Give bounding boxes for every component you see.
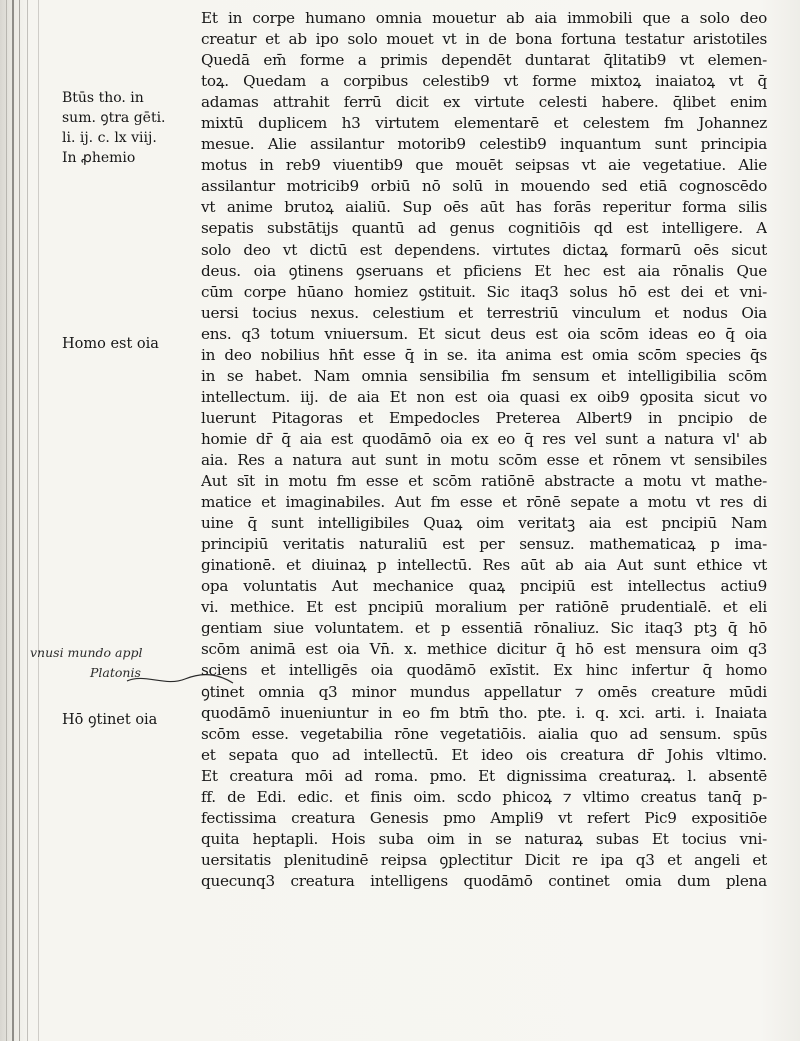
- text-line: in deo nobilius hn̄t esse q̄ in se. ita anima est omia scōm species q̄s: [201, 345, 767, 364]
- text-line: ginationē. et diuinaꝝ p intellectū. Res aūt ab aia Aut sunt ethice vt: [201, 556, 767, 575]
- text-line: sciens et intelligēs oia quodāmō exīstit. Ex hinc infertur q̄ homo: [201, 661, 767, 680]
- text-line: mesue. Alie assilantur motorib9 celestib9 inquantum sunt principia: [201, 135, 767, 154]
- text-line: quodāmō inueniuntur in eo fm btm̄ tho. pte. i. q. xci. arti. i. Inaiata: [201, 703, 767, 722]
- text-line: in se habet. Nam omnia sensibilia fm sensum et intelligibilia scōm: [201, 366, 767, 385]
- margin-note-line: In ꝓhemio: [62, 150, 136, 166]
- text-line: matice et imaginabiles. Aut fm esse et rōnē sepate a motu vt res di: [201, 493, 767, 512]
- text-line: scōm animā est oia Vn̄. x. methice dicitur q̄ hō est mensura oim q3: [201, 640, 767, 659]
- text-line: creatur et ab ipo solo mouet vt in de bona fortuna testatur aristotiles: [201, 30, 767, 49]
- text-line: motus in reb9 viuentib9 que mouēt seipsas vt aie vegetatiue. Alie: [201, 156, 767, 175]
- text-line: aia. Res a natura aut sunt in motu scōm esse et rōnem vt sensibiles: [201, 450, 767, 469]
- margin-note-line: sum. ꝯtra gēti.: [62, 110, 166, 126]
- text-line: vi. methice. Et est pncipiū moralium per ratiōnē prudentialē. et eli: [201, 598, 767, 617]
- text-line: opa voluntatis Aut mechanice quaꝝ pncipiū est intellectus actiu9: [201, 577, 767, 596]
- text-line: uine q̄ sunt intelligibiles Quaꝝ oim veritatꝫ aia est pncipiū Nam: [201, 514, 767, 533]
- text-line: intellectum. iij. de aia Et non est oia quasi ex oib9 ꝯposita sicut vo: [201, 387, 767, 406]
- handwritten-line: Platonis: [90, 665, 141, 680]
- handwritten-annotation: [30, 645, 200, 690]
- text-line: ꝯtinet omnia q3 minor mundus appellatur ⁊ omēs creature mūdi: [201, 682, 767, 701]
- text-line: deus. oia ꝯtinens ꝯseruans et pficiens Et hec est aia rōnalis Que: [201, 261, 767, 280]
- text-line: fectissima creatura Genesis pmo Ampli9 vt refert Pic9 expositiōe: [201, 808, 767, 827]
- text-line: ens. q3 totum vniuersum. Et sicut deus est oia scōm ideas eo q̄ oia: [201, 324, 767, 343]
- text-line: scōm esse. vegetabilia rōne vegetatiōis. aialia quo ad sensum. spūs: [201, 724, 767, 743]
- text-line: solo deo vt dictū est dependens. virtutes dictaꝝ formarū oēs sicut: [201, 240, 767, 259]
- text-line: quita heptapli. Hois suba oim in se naturaꝝ subas Et tocius vni-: [201, 829, 767, 848]
- margin-note-line: Btūs tho. in: [62, 90, 144, 106]
- margin-note-thomas: [62, 88, 192, 168]
- handwritten-line: vnusi mundo appl: [30, 645, 143, 660]
- text-line: luerunt Pitagoras et Empedocles Preterea Albert9 in pncipio de: [201, 408, 767, 427]
- text-line: Et creatura mōi ad roma. pmo. Et dignissima creaturaꝝ. l. absentē: [201, 766, 767, 785]
- text-line: uersitatis plenitudinē reipsa ꝯplectitur Dicit re ipa q3 et angeli et: [201, 850, 767, 869]
- text-line: cūm corpe hūano homiez ꝯstituit. Sic itaq3 solus hō est dei et vni-: [201, 282, 767, 301]
- text-line: vt anime brutoꝝ aialiū. Sup oēs aūt has forās reperitur forma silis: [201, 198, 767, 217]
- margin-note-line: li. ij. c. lx viij.: [62, 130, 157, 146]
- margin-note-line: Homo est oia: [62, 336, 159, 352]
- gutter-line: [38, 0, 39, 1041]
- text-line: homie dr̄ q̄ aia est quodāmō oia ex eo q̄ res vel sunt a natura vl' ab: [201, 429, 767, 448]
- gutter-line: [27, 0, 28, 1041]
- text-line: Et in corpe humano omnia mouetur ab aia immobili que a solo deo: [201, 9, 767, 27]
- margin-note-continet: [62, 710, 192, 730]
- margin-note-homo: [62, 334, 192, 354]
- text-line: ff. de Edi. edic. et finis oim. scdo phicoꝝ ⁊ vltimo creatus tanq̄ p-: [201, 787, 767, 806]
- text-line: adamas attrahit ferrū dicit ex virtute celesti habere. q̄libet enim: [201, 93, 767, 112]
- text-line: Aut sīt in motu fm esse et scōm ratiōnē abstracte a motu vt mathe-: [201, 472, 767, 491]
- text-line: assilantur motricib9 orbiū nō solū in mouendo sed etiā cognoscēdo: [201, 177, 767, 196]
- text-line: toꝝ. Quedam a corpibus celestib9 vt forme mixtoꝝ inaiatoꝝ vt q̄: [201, 72, 767, 91]
- text-line: et sepata quo ad intellectū. Et ideo ois creatura dr̄ Johis vltimo.: [201, 745, 767, 764]
- text-line: Quedā em̄ forme a primis dependēt duntarat q̄litatib9 vt elemen-: [201, 51, 767, 70]
- margin-note-line: Hō ꝯtinet oia: [62, 712, 158, 728]
- text-line: mixtū duplicem h3 virtutem elementarē et celestem fm Johannez: [201, 114, 767, 133]
- main-text-column: [201, 8, 767, 892]
- text-line: principiū veritatis naturaliū est per sensuz. mathematicaꝝ p ima-: [201, 535, 767, 554]
- text-line: gentiam siue voluntatem. et p essentiā rōnaliuz. Sic itaq3 ptꝫ q̄ hō: [201, 619, 767, 638]
- book-gutter: [0, 0, 46, 1041]
- text-line: quecunq3 creatura intelligens quodāmō continet omia dum plena: [201, 871, 767, 890]
- text-line: uersi tocius nexus. celestium et terrestriū vinculum et nodus Oia: [201, 303, 767, 322]
- gutter-line: [12, 0, 14, 1041]
- gutter-line: [6, 0, 7, 1041]
- gutter-line: [19, 0, 20, 1041]
- text-line: sepatis substātijs quantū ad genus cognitiōis qd est intelligere. A: [201, 219, 767, 238]
